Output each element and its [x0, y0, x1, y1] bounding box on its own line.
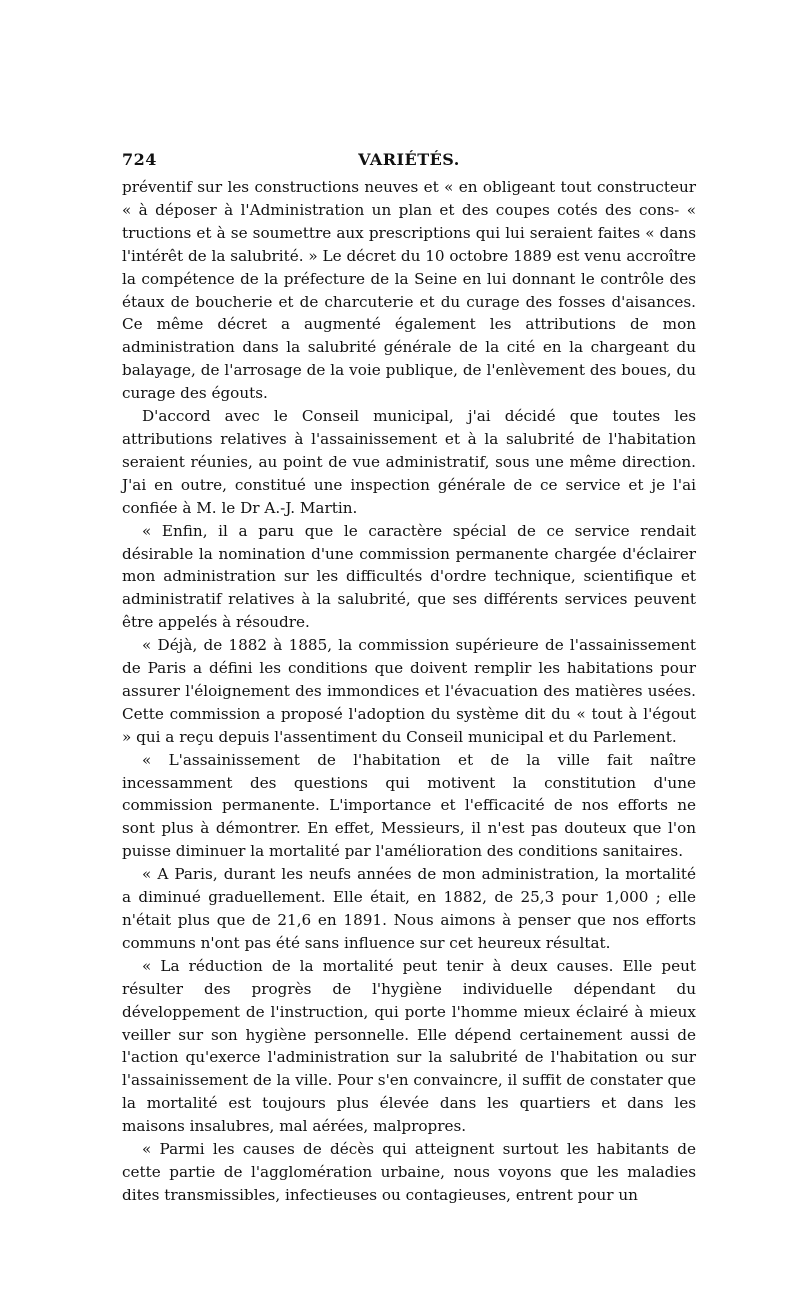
paragraph: « Enfin, il a paru que le caractère spécial de ce service rendait désirable la nomination d'une commission permanente chargée d'éclairer mon administration sur les difficultés d'ordre technique, scientifique et administratif relatives à la salubrité, que ses différents services peuvent être appelés à résoudre. [122, 521, 696, 632]
running-head: VARIÉTÉS. [358, 150, 460, 169]
paragraph: « Déjà, de 1882 à 1885, la commission supérieure de l'assainissement de Paris a défini les conditions que doivent remplir les habitations pour assurer l'éloignement des immondices et l'évacuation des matières usées. Cette commission a proposé l'adoption du système dit du « tout à l'égout » qui a reçu depuis l'assentiment du Conseil municipal et du Parlement. [122, 636, 696, 746]
paragraph: préventif sur les constructions neuves et « en obligeant tout constructeur « à déposer à l'Administration un plan et des coupes cotés des cons- « tructions et à se soumettre aux prescriptions qui lui seraient faites « dans l'intérêt de la salubrité. » Le décret du 10 octobre 1889 est venu accroître la compétence de la préfecture de la Seine en lui donnant le contrôle des étaux de boucherie et de charcuterie et du curage des fosses d'aisances. Ce même décret a augmenté également les attributions de mon administration dans la salubrité générale de la cité en la chargeant du balayage, de l'arrosage de la voie publique, de l'enlèvement des boues, du curage des égouts. [122, 178, 696, 403]
paragraph: « Parmi les causes de décès qui atteignent surtout les habitants de cette partie de l'agglomération urbaine, nous voyons que les maladies dites transmissibles, infectieuses ou contagieuses, entrent pour un [122, 1140, 696, 1204]
body-text [122, 176, 696, 1207]
paragraph: « La réduction de la mortalité peut tenir à deux causes. Elle peut résulter des progrès de l'hygiène individuelle dépendant du développement de l'instruction, qui porte l'homme mieux éclairé à mieux veiller sur son hygiène personnelle. Elle dépend certainement aussi de l'action qu'exerce l'administration sur la salubrité de l'habitation ou sur l'assainissement de la ville. Pour s'en convaincre, il suffit de constater que la mortalité est toujours plus élevée dans les quartiers et dans les maisons insalubres, mal aérées, malpropres. [122, 956, 696, 1136]
paragraph: « L'assainissement de l'habitation et de la ville fait naître incessamment des questions qui motivent la constitution d'une commission permanente. L'importance et l'efficacité de nos efforts ne sont plus à démontrer. En effet, Messieurs, il n'est pas douteux que l'on puisse diminuer la mortalité par l'amélioration des conditions sanitaires. [122, 750, 696, 861]
paragraph: D'accord avec le Conseil municipal, j'ai décidé que toutes les attributions relatives à l'assainissement et à la salubrité de l'habitation seraient réunies, au point de vue administratif, sous une même direction. J'ai en outre, constitué une inspection générale de ce service et je l'ai confiée à M. le Dr A.-J. Martin. [122, 407, 696, 517]
page-header [122, 150, 696, 176]
paragraph: « A Paris, durant les neufs années de mon administration, la mortalité a diminué graduellement. Elle était, en 1882, de 25,3 pour 1,000 ; elle n'était plus que de 21,6 en 1891. Nous aimons à penser que nos efforts communs n'ont pas été sans influence sur cet heureux résultat. [122, 865, 696, 952]
page-number: 724 [122, 150, 157, 169]
book-page [122, 150, 696, 1204]
